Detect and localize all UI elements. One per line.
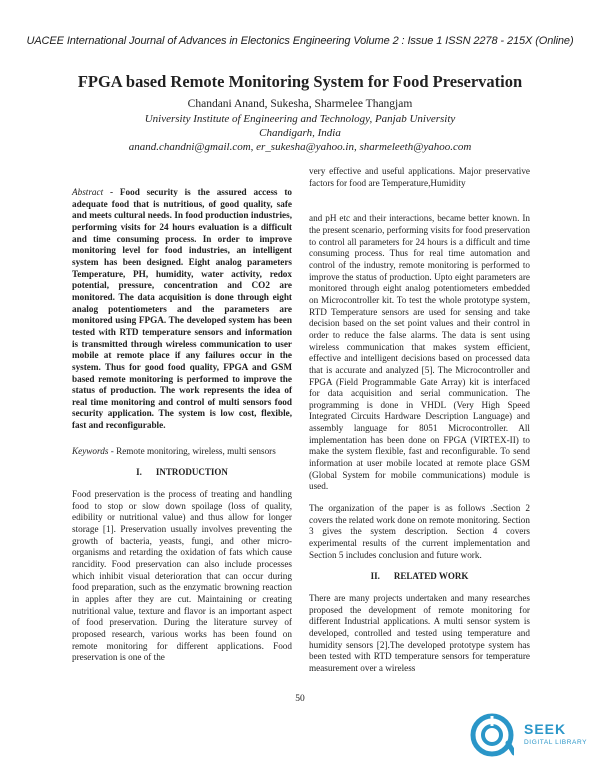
section-number: II. [370, 571, 380, 582]
section-heading-introduction [72, 467, 292, 479]
seek-logo-icon [470, 713, 514, 757]
logo-wordmark: SEEK [524, 721, 567, 737]
left-column [72, 187, 292, 664]
right-column [309, 166, 530, 675]
keywords-text: - Remote monitoring, wireless, multi sensors [108, 445, 276, 456]
section-heading-related-work [309, 571, 530, 583]
seek-digital-library-logo [470, 705, 590, 765]
author-emails: anand.chandni@gmail.com, er_sukesha@yahoo.in, sharmeleeth@yahoo.com [128, 141, 472, 153]
body-paragraph-2: The organization of the paper is as follows .Section 2 covers the related work done on remote monitoring. Section 3 gives the system description. Section 4 covers experimental results of the current implementation and Section 5 includes conclusion and future work. [309, 503, 530, 560]
journal-header: UACEE International Journal of Advances in Electonics Engineering Volume 2 : Issue 1 ISSN 2278 - 215X (Online) [26, 35, 574, 47]
section-title: RELATED WORK [393, 571, 469, 582]
abstract-label: Abstract [72, 187, 104, 197]
keywords [72, 446, 292, 458]
logo-subtext: DIGITAL LIBRARY [524, 739, 588, 746]
section-number: I. [136, 467, 142, 478]
authors: Chandani Anand, Sukesha, Sharmelee Thangjam [187, 98, 413, 110]
affiliation-university: University Institute of Engineering and Technology, Panjab University [144, 113, 456, 125]
abstract-text: - Food security is the assured access to adequate food that is nutritious, of good quality, safe and meets cultural needs. In food production industries, performing visits for 24 hours evaluation is a difficult and time consuming process. In order to improve monitoring level for food industries, an intelligent system has been designed. Eight analog parameters Temperature, PH, humidity, water activity, redox potential, pressure, concentration and CO2 are monitored. The data acquisition is done through eight analog potentiometers and the parameters are monitored using FPGA. The developed system has been tested with RTD temperature sensors and information is transmitted through wireless communication to user mobile at remote place if any failures occur in the system. Thus for good food quality, FPGA and GSM based remote monitoring is performed to improve the status of production. The work represents the idea of real time monitoring and control of multi sensors food security application. The system is low cost, flexible, fast and reconfigurable. [72, 187, 292, 431]
affiliation-city: Chandigarh, India [259, 127, 341, 139]
keywords-label: Keywords [72, 445, 109, 456]
right-column-top-text: very effective and useful applications. Major preservative factors for food are Temperature,Humidity [309, 166, 530, 188]
body-paragraph-1: and pH etc and their interactions, became better known. In the present scenario, performing visits for food preservation to control all parameters for 24 hours is a difficult and time consuming process. Thus for real time automation and control of the industry, remote monitoring is performed to improve the status of production. Upto eight parameters are monitored through eight analog potentiometers embedded on Microcontroller kit. To test the whole prototype system, RTD Temperature sensors are used for sensing and take decision based on the set point values and their control in order to reduce the false alarms. The data is sent using wireless communication that makes system efficient, effective and intelligent decisions based on processed data that is accurate and analyzed [5]. The Microcontroller and FPGA (Field Programmable Gate Array) kit is interfaced for data acquisition and serial communication. The programming is done in VHDL (Very High Speed Integrated Circuits Hardware Description Language) and assembly language for 8051 Microcontroller. All implementation has been done on FPGA (VIRTEX-II) to make the system flexible, fast and reconfigurable. To send information at user mobile located at remote place GSM (Global System for mobile communications) module is used. [309, 213, 530, 492]
paper-title: FPGA based Remote Monitoring System for Food Preservation [77, 72, 523, 91]
related-work-paragraph: There are many projects undertaken and many researches proposed the development of remote monitoring for different Industrial applications. A multi sensor system is developed, controlled and tested using temperature and humidity sensors [2].The developed prototype system has been tested with RTD temperature sensors for temperature measurement over a wireless [309, 593, 530, 673]
section-title: INTRODUCTION [155, 467, 228, 478]
abstract [72, 187, 292, 432]
page-number: 50 [295, 694, 305, 704]
introduction-paragraph: Food preservation is the process of treating and handling food to stop or slow down spoilage (loss of quality, edibility or nutritional value) and thus allow for longer storage [1]. Preservation usually involves preventing the growth of bacteria, yeasts, fungi, and other micro-organisms and retarding the oxidation of fats which cause rancidity. Food preservation can also include processes which inhibit visual deterioration that can occur during food preparation, such as the enzymatic browning reaction in apples after they are cut. Maintaining or creating nutritional value, texture and flavor is an important aspect of food preservation. During the literature survey of proposed research, various works has been found on remote monitoring for different applications. Food preservation is one of the [72, 489, 292, 663]
